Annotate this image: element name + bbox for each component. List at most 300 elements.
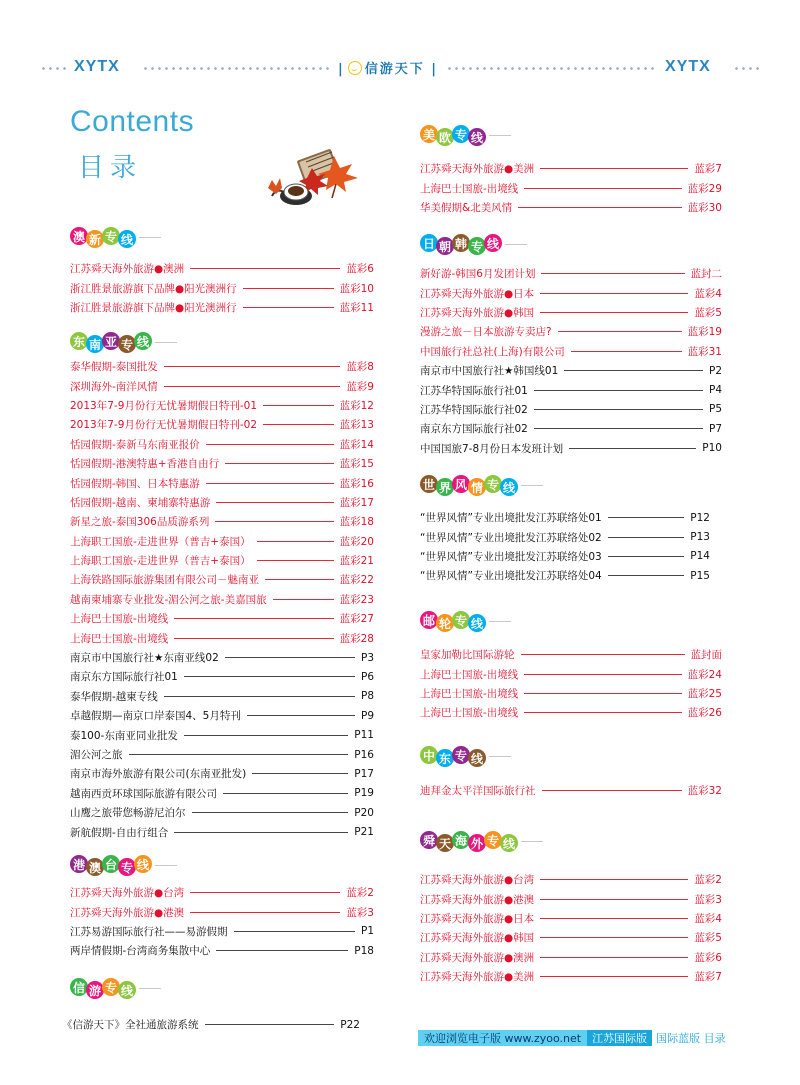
toc-entry-title: 上海巴士国旅-出境线	[420, 668, 519, 681]
toc-entry[interactable]	[70, 883, 374, 902]
toc-entry-page: P7	[708, 422, 722, 435]
toc-leader-line	[174, 638, 333, 639]
toc-entry-page: P1	[360, 925, 374, 938]
toc-entry[interactable]	[70, 822, 374, 841]
section-title-char: 界	[436, 478, 454, 496]
list-shijiefengqing	[420, 508, 710, 586]
section-title-char: 线	[500, 834, 518, 852]
section-title-char: 情	[468, 478, 486, 496]
toc-entry[interactable]	[70, 706, 374, 725]
section-title-char: 线	[118, 230, 136, 248]
toc-entry-page: P22	[340, 1018, 360, 1031]
toc-leader-line	[247, 715, 355, 716]
toc-leader-line	[206, 444, 334, 445]
toc-entry-page: 蓝彩12	[339, 399, 374, 412]
toc-entry-page: P6	[360, 670, 374, 683]
toc-leader-line	[571, 351, 682, 352]
toc-entry-title: “世界风情”专业出境批发江苏联络处02	[420, 531, 602, 544]
toc-entry-page: 蓝彩16	[339, 477, 374, 490]
toc-entry-page: P13	[690, 531, 710, 544]
toc-entry[interactable]	[70, 376, 374, 395]
toc-entry-page: P11	[354, 729, 374, 742]
list-dongnanya	[70, 357, 374, 842]
section-title-char: 澳	[70, 227, 88, 245]
toc-entry-title: 江苏舜天海外旅游●港澳	[70, 906, 185, 919]
toc-entry-title: 漫游之旅－日本旅游专卖店?	[420, 326, 552, 339]
contents-subtitle: 目录	[78, 153, 143, 183]
toc-leader-line	[129, 754, 349, 755]
section-title-rule	[489, 756, 511, 757]
list-aozxin	[70, 259, 374, 317]
list-zhongdong	[420, 781, 722, 800]
toc-entry[interactable]	[420, 178, 722, 197]
toc-entry-page: 蓝彩6	[694, 951, 722, 964]
toc-entry-title: “世界风情”专业出境批发江苏联络处03	[420, 550, 602, 563]
toc-entry-title: 上海职工国旅-走进世界（普吉+泰国）	[70, 535, 251, 548]
toc-entry-page: 蓝彩14	[339, 438, 374, 451]
toc-leader-line	[534, 428, 703, 429]
toc-entry-page: P14	[690, 550, 710, 563]
toc-entry[interactable]	[420, 419, 722, 438]
section-title-rule	[521, 841, 543, 842]
toc-entry-page: 蓝彩13	[339, 419, 374, 432]
toc-entry-title: 江苏舜天海外旅游●澳洲	[70, 263, 185, 276]
toc-entry-title: 江苏舜天海外旅游●台湾	[70, 887, 185, 900]
toc-entry[interactable]	[70, 259, 374, 278]
section-title-rule	[155, 865, 177, 866]
section-title-char: 舜	[420, 831, 438, 849]
toc-entry-page: P3	[360, 651, 374, 664]
toc-entry[interactable]	[420, 283, 722, 302]
toc-leader-line	[608, 517, 685, 518]
toc-entry[interactable]	[420, 361, 722, 380]
toc-leader-line	[234, 931, 355, 932]
toc-leader-line	[558, 331, 682, 332]
toc-entry[interactable]	[70, 725, 374, 744]
toc-entry-page: P18	[354, 944, 374, 957]
toc-entry-title: 江苏易游国际旅行社——易游假期	[70, 925, 228, 938]
toc-leader-line	[564, 370, 703, 371]
toc-entry[interactable]	[420, 870, 722, 889]
toc-leader-line	[190, 892, 340, 893]
section-title-rule	[489, 621, 511, 622]
toc-leader-line	[540, 293, 688, 294]
toc-entry-title: “世界风情”专业出境批发江苏联络处01	[420, 512, 602, 525]
header-dots-mid-right	[446, 67, 656, 70]
section-title-char: 东	[70, 332, 88, 350]
toc-entry-title: 中国国旅7-8月份日本发班计划	[420, 442, 564, 455]
toc-entry-title: 新星之旅-泰国306品质游系列	[70, 516, 210, 529]
toc-entry-page: 蓝彩26	[687, 707, 722, 720]
toc-entry-title: 深圳海外-南洋风情	[70, 380, 158, 393]
toc-entry-page: 蓝彩3	[694, 893, 722, 906]
toc-entry-page: 蓝彩19	[687, 326, 722, 339]
toc-entry-title: 南京市中国旅行社★韩国线01	[420, 365, 559, 378]
toc-entry[interactable]	[420, 967, 722, 986]
toc-entry-title: 江苏舜天海外旅游●日本	[420, 287, 535, 300]
toc-entry-title: 江苏舜天海外旅游●韩国	[420, 932, 535, 945]
toc-entry-title: 江苏舜天海外旅游●台湾	[420, 874, 535, 887]
section-title-char: 南	[86, 335, 104, 353]
toc-entry-page: 蓝彩17	[339, 496, 374, 509]
toc-entry-title: 南京市海外旅游有限公司(东南亚批发)	[70, 768, 247, 781]
section-title-char: 专	[452, 125, 470, 143]
toc-leader-line	[524, 188, 681, 189]
brand-right: XYTX	[665, 58, 711, 75]
toc-entry-page: 蓝彩5	[694, 306, 722, 319]
toc-entry-title: 南京市中国旅行社★东南亚线02	[70, 652, 219, 665]
toc-leader-line	[164, 366, 341, 367]
toc-entry-page: 蓝封面	[690, 649, 722, 662]
toc-entry[interactable]	[70, 357, 374, 376]
section-title-rule	[505, 244, 527, 245]
toc-leader-line	[542, 790, 682, 791]
toc-entry[interactable]	[420, 781, 722, 800]
toc-entry-title: 江苏舜天海外旅游●日本	[420, 912, 535, 925]
toc-leader-line	[524, 712, 681, 713]
toc-entry-title: 上海巴士国旅-出境线	[70, 632, 169, 645]
toc-entry[interactable]	[420, 889, 722, 908]
toc-entry-title: 上海铁路国际旅游集团有限公司－魅南亚	[70, 574, 259, 587]
toc-entry[interactable]	[70, 784, 374, 803]
toc-leader-line	[252, 773, 348, 774]
toc-entry-page: 蓝彩18	[339, 516, 374, 529]
section-title-char: 游	[86, 981, 104, 999]
toc-leader-line	[524, 674, 681, 675]
toc-entry-page: P9	[360, 709, 374, 722]
list-youlun	[420, 645, 722, 723]
section-header-dongnanya	[70, 331, 177, 353]
toc-entry-title: 泰100-东南亚同业批发	[70, 729, 178, 742]
toc-leader-line	[164, 696, 355, 697]
toc-entry[interactable]	[420, 948, 722, 967]
list-meiou	[420, 159, 722, 217]
toc-entry[interactable]	[420, 322, 722, 341]
section-title-rule	[521, 485, 543, 486]
section-title-char: 专	[452, 611, 470, 629]
toc-leader-line	[225, 463, 334, 464]
toc-entry-page: 蓝彩29	[687, 182, 722, 195]
section-title-rule	[155, 342, 177, 343]
section-title-char: 线	[468, 128, 486, 146]
toc-entry-page: 蓝封二	[690, 268, 722, 281]
toc-entry-title: 中国旅行社总社(上海)有限公司	[420, 345, 565, 358]
toc-leader-line	[608, 556, 685, 557]
section-title-char: 线	[468, 614, 486, 632]
toc-entry[interactable]	[70, 745, 374, 764]
toc-entry-page: 蓝彩7	[694, 163, 722, 176]
toc-entry-page: 蓝彩28	[339, 632, 374, 645]
toc-entry[interactable]	[420, 400, 722, 419]
section-title-char: 朝	[436, 237, 454, 255]
toc-entry[interactable]	[420, 303, 722, 322]
footer-browse-link[interactable]: 欢迎浏览电子版 www.zyoo.net	[418, 1030, 587, 1046]
toc-entry[interactable]	[70, 551, 374, 570]
toc-entry-title: 《信游天下》全社通旅游系统	[62, 1019, 199, 1032]
toc-entry-title: 卓越假期—南京口岸泰国4、5月特刊	[70, 710, 241, 723]
section-title-char: 专	[102, 978, 120, 996]
toc-entry[interactable]	[70, 570, 374, 589]
toc-entry-page: 蓝彩27	[339, 613, 374, 626]
footer-bar	[418, 1030, 730, 1046]
toc-leader-line	[205, 1024, 335, 1025]
toc-entry-title: 2013年7-9月份行无忧暑期假日特刊-01	[70, 399, 258, 412]
toc-entry[interactable]	[70, 512, 374, 531]
toc-entry-page: 蓝彩3	[346, 906, 374, 919]
section-title-rule	[489, 135, 511, 136]
section-title-char: 轮	[436, 614, 454, 632]
toc-entry[interactable]	[420, 909, 722, 928]
toc-leader-line	[215, 521, 333, 522]
toc-entry-title: 江苏舜天海外旅游●澳洲	[420, 951, 535, 964]
toc-leader-line	[257, 541, 334, 542]
toc-entry-page: P8	[360, 690, 374, 703]
toc-entry[interactable]	[70, 764, 374, 783]
toc-entry-title: 江苏华特国际旅行社02	[420, 403, 528, 416]
toc-entry[interactable]	[70, 609, 374, 628]
toc-entry[interactable]	[70, 415, 374, 434]
toc-entry-title: 迪拜金太平洋国际旅行社	[420, 785, 536, 798]
section-title-char: 专	[118, 335, 136, 353]
brand-left: XYTX	[74, 58, 120, 75]
toc-entry[interactable]	[70, 590, 374, 609]
toc-leader-line	[184, 735, 348, 736]
toc-entry-page: 蓝彩7	[694, 971, 722, 984]
toc-leader-line	[174, 832, 348, 833]
toc-entry-page: 蓝彩25	[687, 687, 722, 700]
toc-entry-title: 上海巴士国旅-出境线	[70, 613, 169, 626]
section-header-zhongdong	[420, 745, 511, 767]
toc-entry[interactable]	[70, 298, 374, 317]
toc-entry[interactable]	[70, 435, 374, 454]
section-header-gangaotai	[70, 854, 177, 876]
toc-entry-title: 泰华假期-越柬专线	[70, 690, 158, 703]
toc-leader-line	[174, 618, 333, 619]
section-title-char: 专	[484, 831, 502, 849]
toc-leader-line	[540, 918, 688, 919]
section-title-char: 专	[118, 858, 136, 876]
toc-entry-title: 南京东方国际旅行社02	[420, 423, 528, 436]
section-title-char: 线	[484, 234, 502, 252]
header-dots-right	[733, 67, 763, 70]
coffee-leaves-illustration	[262, 148, 362, 210]
toc-entry[interactable]	[420, 198, 722, 217]
toc-leader-line	[265, 579, 334, 580]
section-title-char: 澳	[86, 858, 104, 876]
section-title-char: 欧	[436, 128, 454, 146]
toc-leader-line	[243, 288, 334, 289]
toc-leader-line	[534, 390, 703, 391]
toc-entry-page: 蓝彩8	[346, 361, 374, 374]
toc-entry-page: 蓝彩22	[339, 574, 374, 587]
toc-entry-title: 江苏舜天海外旅游●港澳	[420, 893, 535, 906]
toc-entry[interactable]	[420, 508, 710, 527]
header-dots-mid-left	[142, 67, 330, 70]
toc-entry-page: 蓝彩4	[694, 287, 722, 300]
toc-leader-line	[190, 912, 340, 913]
section-title-char: 线	[134, 855, 152, 873]
toc-entry[interactable]	[420, 264, 722, 283]
toc-entry[interactable]	[420, 703, 722, 722]
toc-entry-page: 蓝彩10	[339, 282, 374, 295]
smile-icon	[348, 61, 362, 75]
toc-leader-line	[190, 268, 340, 269]
toc-entry-title: 上海巴士国旅-出境线	[420, 182, 519, 195]
toc-entry[interactable]	[70, 278, 374, 297]
toc-entry-title: 华美假期&北美风情	[420, 201, 513, 214]
list-gangaotai	[70, 883, 374, 961]
toc-entry[interactable]	[420, 684, 722, 703]
toc-leader-line	[540, 957, 688, 958]
toc-leader-line	[223, 793, 348, 794]
toc-entry[interactable]	[70, 628, 374, 647]
section-header-youlun	[420, 610, 511, 632]
section-header-meiou	[420, 124, 511, 146]
section-title-char: 风	[452, 475, 470, 493]
toc-entry[interactable]	[420, 342, 722, 361]
toc-entry-title: 江苏舜天海外旅游●美洲	[420, 971, 535, 984]
toc-entry-page: 蓝彩31	[687, 345, 722, 358]
contents-title: Contents	[70, 105, 195, 138]
toc-entry-title: 恬园假期-韩国、日本特惠游	[70, 477, 200, 490]
toc-entry[interactable]	[420, 547, 710, 566]
toc-leader-line	[569, 448, 696, 449]
section-header-xinyou	[70, 977, 161, 999]
toc-entry[interactable]	[420, 928, 722, 947]
section-title-char: 海	[452, 831, 470, 849]
toc-entry-page: 蓝彩2	[694, 874, 722, 887]
toc-entry-page: 蓝彩23	[339, 593, 374, 606]
footer-edition: 江苏国际版	[587, 1030, 652, 1046]
toc-entry-page: 蓝彩30	[687, 201, 722, 214]
section-title-char: 日	[420, 234, 438, 252]
toc-entry[interactable]	[420, 566, 710, 585]
toc-entry-page: P4	[708, 384, 722, 397]
section-title-char: 线	[118, 981, 136, 999]
toc-entry[interactable]	[420, 380, 722, 399]
section-title-rule	[139, 988, 161, 989]
site-title: | 信游天下 |	[338, 62, 439, 77]
toc-leader-line	[541, 273, 684, 274]
section-title-char: 专	[452, 746, 470, 764]
toc-leader-line	[206, 483, 334, 484]
toc-leader-line	[263, 424, 334, 425]
toc-entry[interactable]	[70, 902, 374, 921]
toc-entry-title: 上海巴士国旅-出境线	[420, 687, 519, 700]
toc-leader-line	[263, 405, 334, 406]
toc-entry[interactable]	[70, 803, 374, 822]
toc-leader-line	[184, 676, 355, 677]
section-title-char: 专	[484, 475, 502, 493]
toc-entry[interactable]	[70, 396, 374, 415]
toc-entry-title: 江苏舜天海外旅游●美洲	[420, 163, 535, 176]
toc-leader-line	[608, 575, 685, 576]
toc-entry[interactable]	[70, 922, 374, 941]
toc-leader-line	[534, 409, 703, 410]
toc-entry[interactable]	[420, 645, 722, 664]
toc-entry-title: 江苏舜天海外旅游●韩国	[420, 306, 535, 319]
toc-entry-page: P2	[708, 364, 722, 377]
toc-entry-title: 南京东方国际旅行社01	[70, 671, 178, 684]
toc-leader-line	[216, 502, 333, 503]
section-title-char: 天	[436, 834, 454, 852]
section-title-char: 港	[70, 855, 88, 873]
section-header-aozxin	[70, 226, 161, 248]
toc-entry[interactable]	[420, 159, 722, 178]
toc-leader-line	[225, 657, 355, 658]
toc-entry[interactable]	[70, 454, 374, 473]
section-header-shijiefengqing	[420, 474, 543, 496]
toc-leader-line	[216, 950, 348, 951]
toc-entry[interactable]	[420, 527, 710, 546]
toc-entry-page: P20	[354, 806, 374, 819]
toc-entry-page: P15	[690, 569, 710, 582]
toc-entry-page: 蓝彩9	[346, 380, 374, 393]
toc-entry[interactable]	[70, 667, 374, 686]
toc-entry-title: 湄公河之旅	[70, 749, 123, 761]
toc-entry[interactable]	[70, 687, 374, 706]
toc-leader-line	[524, 693, 681, 694]
toc-entry-title: 泰华假期-泰国批发	[70, 361, 158, 374]
toc-leader-line	[192, 812, 349, 813]
toc-entry[interactable]	[70, 532, 374, 551]
section-title-rule	[139, 237, 161, 238]
toc-entry[interactable]	[420, 664, 722, 683]
toc-entry-title: “世界风情”专业出境批发江苏联络处04	[420, 570, 602, 583]
toc-entry-page: P16	[354, 748, 374, 761]
toc-entry-page: 蓝彩6	[346, 263, 374, 276]
toc-entry[interactable]	[70, 941, 374, 960]
section-title-char: 线	[134, 332, 152, 350]
section-title-char: 线	[500, 478, 518, 496]
toc-leader-line	[518, 207, 681, 208]
footer-section: 国际蓝版 目录	[652, 1030, 730, 1046]
toc-entry[interactable]	[420, 439, 722, 458]
toc-entry[interactable]	[70, 473, 374, 492]
toc-entry-page: 蓝彩21	[339, 555, 374, 568]
toc-leader-line	[608, 537, 685, 538]
toc-entry-title: 上海职工国旅-走进世界（普吉+泰国）	[70, 555, 251, 568]
toc-entry-page: 蓝彩11	[339, 301, 374, 314]
section-title-char: 邮	[420, 611, 438, 629]
toc-leader-line	[243, 307, 334, 308]
toc-entry-title: 恬园假期-越南、柬埔寨特惠游	[70, 496, 211, 509]
toc-leader-line	[540, 312, 688, 313]
toc-leader-line	[164, 386, 341, 387]
toc-entry-page: 蓝彩32	[687, 785, 722, 798]
section-title-char: 专	[468, 237, 486, 255]
toc-entry-page: 蓝彩24	[687, 668, 722, 681]
toc-leader-line	[257, 560, 334, 561]
section-title-char: 线	[468, 749, 486, 767]
section-header-richaohan	[420, 233, 527, 255]
section-title-char: 新	[86, 230, 104, 248]
toc-entry-page: P5	[708, 403, 722, 416]
section-title-char: 中	[420, 746, 438, 764]
toc-entry-title: 新好游-韩国6月发团计划	[420, 268, 536, 281]
section-title-char: 信	[70, 978, 88, 996]
toc-entry[interactable]	[62, 1015, 360, 1034]
toc-entry-title: 皇家加勒比国际游轮	[420, 649, 515, 662]
toc-entry[interactable]	[70, 493, 374, 512]
toc-leader-line	[540, 937, 688, 938]
toc-leader-line	[521, 654, 685, 655]
toc-entry-title: 恬园假期-港澳特惠+香港自由行	[70, 458, 220, 471]
list-xinyou	[62, 1015, 360, 1034]
toc-leader-line	[273, 599, 334, 600]
toc-entry[interactable]	[70, 648, 374, 667]
toc-entry-page: 蓝彩20	[339, 535, 374, 548]
